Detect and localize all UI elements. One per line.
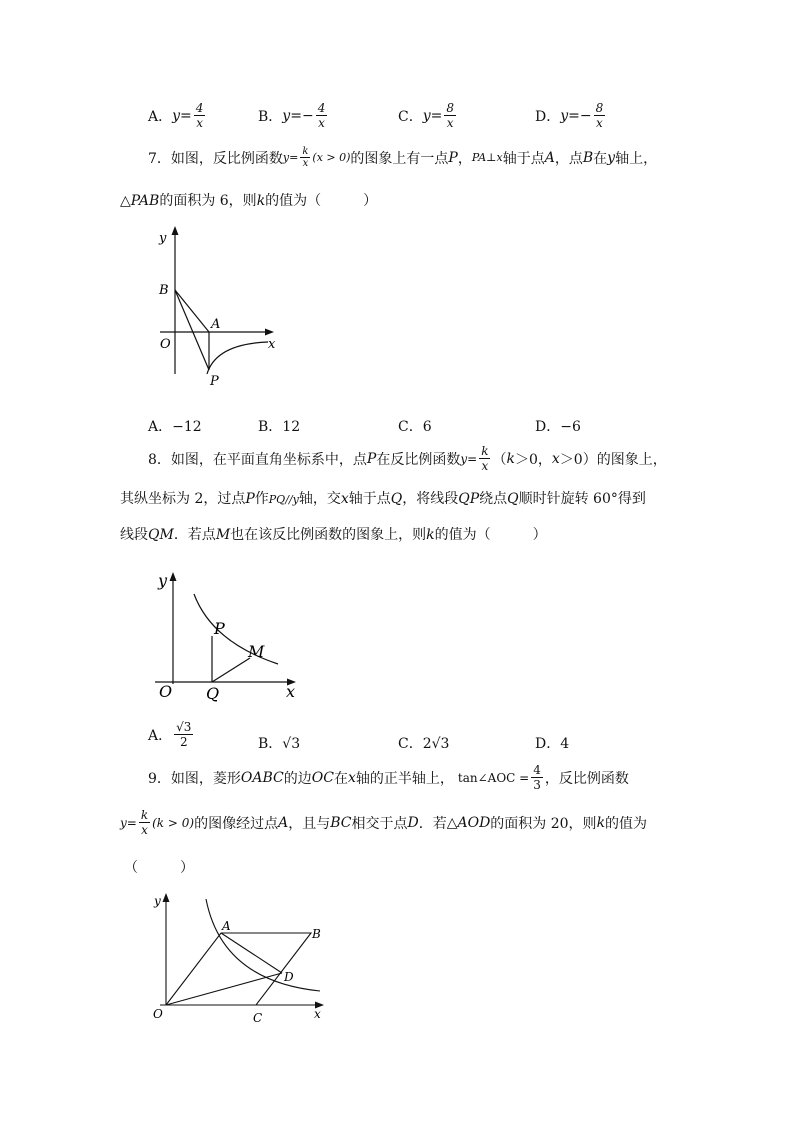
fraction-numerator: 8 xyxy=(595,101,604,115)
label-y: y xyxy=(154,894,161,908)
q9-figure xyxy=(140,885,340,1030)
x-axis-arrow-icon xyxy=(265,329,274,336)
q6-option-b[interactable] xyxy=(258,101,329,130)
text: 的值为（ ） xyxy=(434,527,547,543)
y-axis-arrow-icon xyxy=(172,226,179,235)
option-letter: B． xyxy=(258,419,283,435)
text: 轴的正半轴上， xyxy=(355,770,454,787)
text: 的值为（ ） xyxy=(265,193,378,209)
text: 也在该反比例函数的图象上，则 xyxy=(230,527,427,543)
math: PAB xyxy=(130,193,160,209)
fraction-numerator: √3 xyxy=(176,720,192,734)
q6-option-c[interactable] xyxy=(398,101,458,130)
q8-option-c[interactable] xyxy=(398,733,449,753)
math: D xyxy=(407,814,419,831)
label-o: O xyxy=(153,1007,163,1021)
math: A xyxy=(544,149,555,166)
q7-option-a[interactable] xyxy=(148,416,202,436)
option-sign: − xyxy=(301,107,314,124)
label-o: O xyxy=(160,337,171,352)
question-number: 9． xyxy=(148,770,171,787)
text: 的图象上有一点 xyxy=(350,150,449,167)
math: P xyxy=(245,491,255,507)
q8-stem-line-2 xyxy=(120,488,646,508)
option-letter: C． xyxy=(398,419,423,435)
text: ＞0）的图象上， xyxy=(559,451,667,468)
option-lhs: y xyxy=(172,107,181,124)
q8-stem-line-1 xyxy=(148,444,667,473)
rhombus-oabc xyxy=(166,933,311,1005)
q8-figure xyxy=(150,566,310,706)
fraction-denominator: x xyxy=(196,116,203,130)
text: 相交于点 xyxy=(351,815,408,832)
label-y: y xyxy=(159,231,167,246)
function-fraction xyxy=(479,444,490,473)
q7-option-d[interactable] xyxy=(535,416,581,436)
option-letter: D． xyxy=(535,108,561,125)
function-fraction xyxy=(300,146,310,169)
text: 在反比例函数 xyxy=(376,451,461,468)
q9-stem-line-1 xyxy=(148,763,629,792)
option-fraction xyxy=(316,101,328,130)
text: △ xyxy=(446,814,458,831)
math: = xyxy=(467,451,478,466)
text: 轴于点 xyxy=(502,150,545,167)
fraction-numerator: 4 xyxy=(533,763,541,777)
q6-option-a[interactable] xyxy=(148,101,207,130)
q7-figure xyxy=(150,222,290,402)
fraction-numerator: k xyxy=(481,444,489,458)
label-o: O xyxy=(159,682,173,701)
text: （ ） xyxy=(124,860,194,876)
option-value: 12 xyxy=(282,419,301,435)
label-y: y xyxy=(158,571,168,590)
text: ， xyxy=(457,150,472,167)
math: y xyxy=(120,815,127,830)
math: (k > 0) xyxy=(152,815,195,830)
segment-od xyxy=(166,973,282,1005)
tan-fraction xyxy=(531,763,543,792)
math: A xyxy=(278,814,289,831)
math: x xyxy=(340,491,349,507)
text: ＞0， xyxy=(514,451,552,468)
text: 的图像经过点 xyxy=(194,815,279,832)
q8-option-d[interactable] xyxy=(535,733,569,753)
text: （ xyxy=(492,451,507,468)
hyperbola-curve xyxy=(206,899,320,991)
text: 如图，菱形 xyxy=(170,770,241,787)
text: ，将线段 xyxy=(402,491,459,507)
label-p: P xyxy=(210,374,219,389)
math: AOD xyxy=(457,814,491,831)
math: M xyxy=(215,527,231,543)
label-b: B xyxy=(312,927,321,941)
math: BC xyxy=(330,814,352,831)
fraction-denominator: x xyxy=(141,823,148,837)
hyperbola-curve xyxy=(207,342,268,374)
math: tan∠AOC = xyxy=(457,770,530,785)
label-p: P xyxy=(214,619,225,638)
text: 线段 xyxy=(120,527,148,543)
y-axis-arrow-icon xyxy=(170,572,177,581)
text: 作 xyxy=(254,491,269,507)
option-letter: A． xyxy=(148,108,173,125)
option-value: 2√3 xyxy=(422,736,450,752)
option-letter: A． xyxy=(148,419,173,435)
math: OC xyxy=(311,769,334,786)
question-number: 7． xyxy=(148,150,171,167)
fraction-numerator: k xyxy=(140,808,149,822)
q8-option-a[interactable] xyxy=(148,720,195,749)
text: 的值为 xyxy=(605,815,648,832)
math: QM xyxy=(148,527,174,543)
text: ，反比例函数 xyxy=(544,770,629,787)
fraction-numerator: 8 xyxy=(446,101,455,115)
math: y xyxy=(460,451,468,466)
label-b: B xyxy=(159,283,169,298)
text: ．若点 xyxy=(173,527,216,543)
math: (x > 0) xyxy=(312,151,351,164)
math: y xyxy=(282,151,290,164)
option-letter: B． xyxy=(258,108,283,125)
fraction-denominator: 2 xyxy=(179,735,188,749)
segment-ad xyxy=(221,933,282,973)
math: QP xyxy=(458,491,480,507)
option-letter: D． xyxy=(535,419,561,435)
text: 在 xyxy=(333,770,348,787)
fraction-denominator: 3 xyxy=(533,778,541,792)
option-lhs: y xyxy=(560,107,569,124)
fraction-denominator: x xyxy=(446,116,454,130)
option-fraction xyxy=(174,720,193,749)
text: 轴，交 xyxy=(298,491,341,507)
fraction-denominator: x xyxy=(481,459,489,473)
segment-bp xyxy=(175,290,209,370)
text: 如图，在平面直角坐标系中，点 xyxy=(170,451,367,468)
math: Q xyxy=(507,491,519,507)
option-fraction xyxy=(444,101,456,130)
option-letter: D． xyxy=(535,736,561,752)
fraction-numerator: 4 xyxy=(317,101,326,115)
text: ．若 xyxy=(418,815,447,832)
option-eq: = xyxy=(180,107,192,124)
math: PQ//y xyxy=(268,493,299,506)
q8-option-b[interactable] xyxy=(258,733,300,753)
q7-stem-line-1 xyxy=(148,146,657,169)
math: k xyxy=(426,527,435,543)
math: Q xyxy=(390,491,403,507)
segment-ba xyxy=(175,290,209,332)
math: OABC xyxy=(240,769,284,786)
option-letter: B． xyxy=(258,736,283,752)
text: 的面积为 6，则 xyxy=(159,193,257,209)
math: y xyxy=(607,149,616,166)
fraction-denominator: x xyxy=(596,116,603,130)
math: k xyxy=(256,193,266,209)
y-axis-arrow-icon xyxy=(163,893,170,902)
q9-stem-line-2 xyxy=(120,808,647,837)
math: = xyxy=(289,151,299,164)
label-a: A xyxy=(211,317,221,332)
q7-option-b[interactable] xyxy=(258,416,300,436)
text: ，且与 xyxy=(288,815,331,832)
option-letter: A． xyxy=(148,727,173,744)
option-eq: = xyxy=(290,107,302,124)
option-value: 4 xyxy=(560,736,570,752)
text: 顺时针旋转 60°得到 xyxy=(518,491,646,507)
text: 绕点 xyxy=(479,491,508,507)
q7-stem-line-2 xyxy=(120,190,377,210)
label-x: x xyxy=(268,337,276,352)
segment-qm xyxy=(212,658,250,682)
math: x xyxy=(551,450,560,467)
text: ，点 xyxy=(554,150,583,167)
label-d: D xyxy=(284,970,294,984)
label-m: M xyxy=(248,642,265,661)
text: 轴于点 xyxy=(348,491,391,507)
text: 如图，反比例函数 xyxy=(170,150,283,167)
hyperbola-curve xyxy=(194,594,278,664)
label-x: x xyxy=(314,1007,321,1021)
option-letter: C． xyxy=(398,108,423,125)
q7-option-c[interactable] xyxy=(398,416,432,436)
math: k xyxy=(596,814,606,831)
math: x xyxy=(347,769,356,786)
option-letter: C． xyxy=(398,736,423,752)
option-value: √3 xyxy=(282,736,301,752)
label-a: A xyxy=(222,919,231,933)
label-q: Q xyxy=(206,684,220,703)
math: = xyxy=(126,815,137,830)
math: B xyxy=(582,149,594,166)
q8-stem-line-3 xyxy=(120,524,547,544)
option-lhs: y xyxy=(282,107,291,124)
option-sign: − xyxy=(579,107,592,124)
q9-answer-blank xyxy=(124,857,194,877)
text: △ xyxy=(120,193,131,209)
math: P xyxy=(448,149,458,166)
option-value: −6 xyxy=(560,419,581,435)
math: P xyxy=(366,450,377,467)
math: k xyxy=(506,450,515,467)
option-eq: = xyxy=(430,107,443,124)
fraction-numerator: 4 xyxy=(195,101,204,115)
option-fraction xyxy=(194,101,206,130)
option-value: −12 xyxy=(172,419,202,435)
question-number: 8． xyxy=(148,451,171,468)
q6-option-d[interactable] xyxy=(535,101,607,130)
text: 其纵坐标为 2，过点 xyxy=(120,491,246,507)
fraction-denominator: x xyxy=(318,116,325,130)
option-fraction xyxy=(594,101,606,130)
math: PA⊥x xyxy=(471,151,503,164)
text: 在 xyxy=(593,150,608,167)
option-eq: = xyxy=(568,107,580,124)
label-c: C xyxy=(253,1011,263,1025)
option-lhs: y xyxy=(422,107,431,124)
text: 的面积为 20，则 xyxy=(490,815,597,832)
function-fraction xyxy=(139,808,150,837)
text: 的边 xyxy=(283,770,312,787)
fraction-numerator: k xyxy=(302,146,309,157)
option-value: 6 xyxy=(422,419,432,435)
label-x: x xyxy=(286,682,296,701)
fraction-denominator: x xyxy=(302,158,309,169)
text: 轴上， xyxy=(615,150,658,167)
